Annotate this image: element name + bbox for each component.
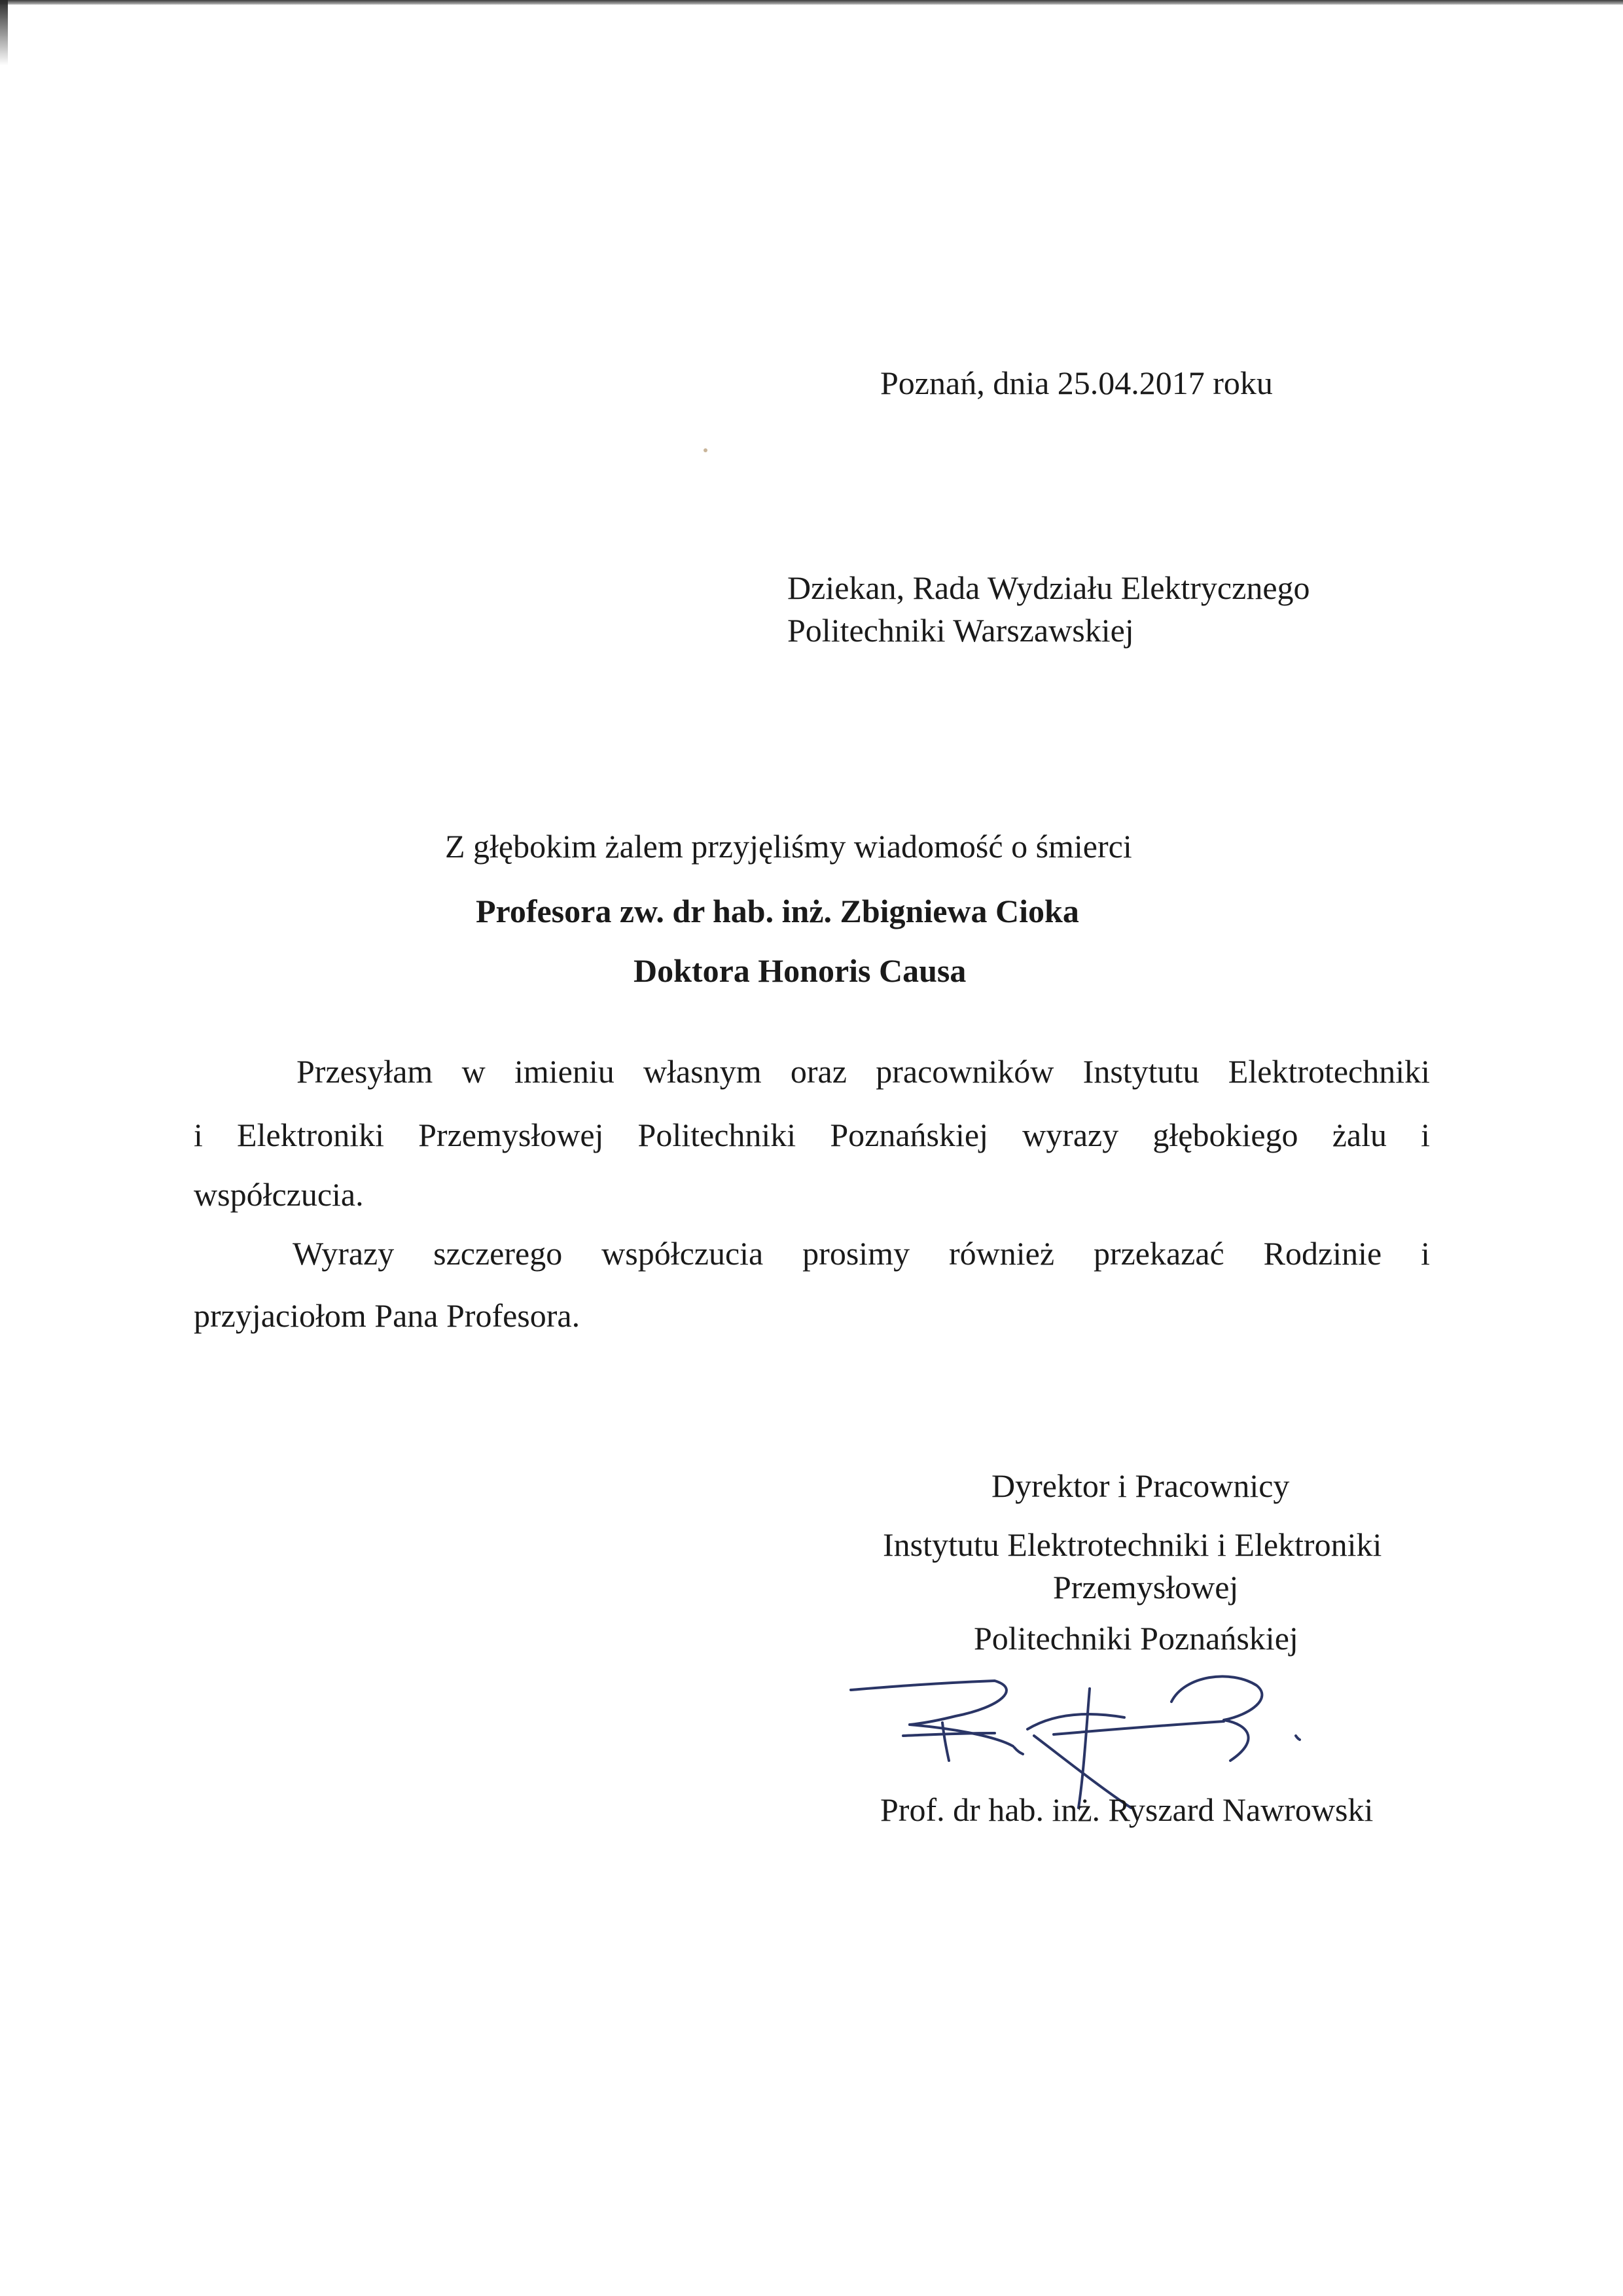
paragraph-1-line-3: współczucia. <box>194 1176 364 1213</box>
scan-speck <box>704 448 707 452</box>
paragraph-2-line-2: przyjaciołom Pana Profesora. <box>194 1297 580 1334</box>
signatory: Prof. dr hab. inż. Ryszard Nawrowski <box>880 1791 1374 1828</box>
signature-stroke-loop <box>1171 1676 1262 1761</box>
paragraph-1-line-1: Przesyłam w imieniu własnym oraz pracowników Instytutu Elektrotechniki <box>296 1053 1430 1090</box>
scan-edge-top <box>0 0 1623 5</box>
place-date: Poznań, dnia 25.04.2017 roku <box>880 365 1273 401</box>
recipient-line-2: Politechniki Warszawskiej <box>787 612 1134 649</box>
signature-stroke-lead <box>1027 1714 1124 1729</box>
recipient-line-1: Dziekan, Rada Wydziału Elektrycznego <box>787 569 1310 606</box>
signature-stroke-dot <box>1296 1736 1300 1740</box>
paragraph-2-line-1: Wyrazy szczerego współczucia prosimy również przekazać Rodzinie i <box>293 1235 1430 1272</box>
sender-line-2: Instytutu Elektrotechniki i Elektroniki <box>883 1526 1382 1563</box>
signature-stroke-tick <box>1014 1748 1023 1754</box>
signature-stroke-tall-vertical <box>1079 1689 1090 1808</box>
sender-line-3: Przemysłowej <box>1053 1569 1239 1605</box>
sender-line-4: Politechniki Poznańskiej <box>974 1620 1298 1657</box>
scan-edge-left <box>0 0 8 65</box>
sender-line-1: Dyrektor i Pracownicy <box>991 1467 1290 1504</box>
signature-stroke-long-line <box>1054 1721 1224 1734</box>
signature-stroke-r-bowl <box>851 1681 1007 1725</box>
condolence-line: Z głębokim żalem przyjęliśmy wiadomość o śmierci <box>445 828 1132 865</box>
deceased-name: Profesora zw. dr hab. inż. Zbigniewa Cioka <box>476 893 1079 929</box>
paragraph-1-line-2: i Elektroniki Przemysłowej Politechniki Poznańskiej wyrazy głębokiego żalu i <box>194 1117 1430 1153</box>
deceased-title: Doktora Honoris Causa <box>633 952 967 989</box>
